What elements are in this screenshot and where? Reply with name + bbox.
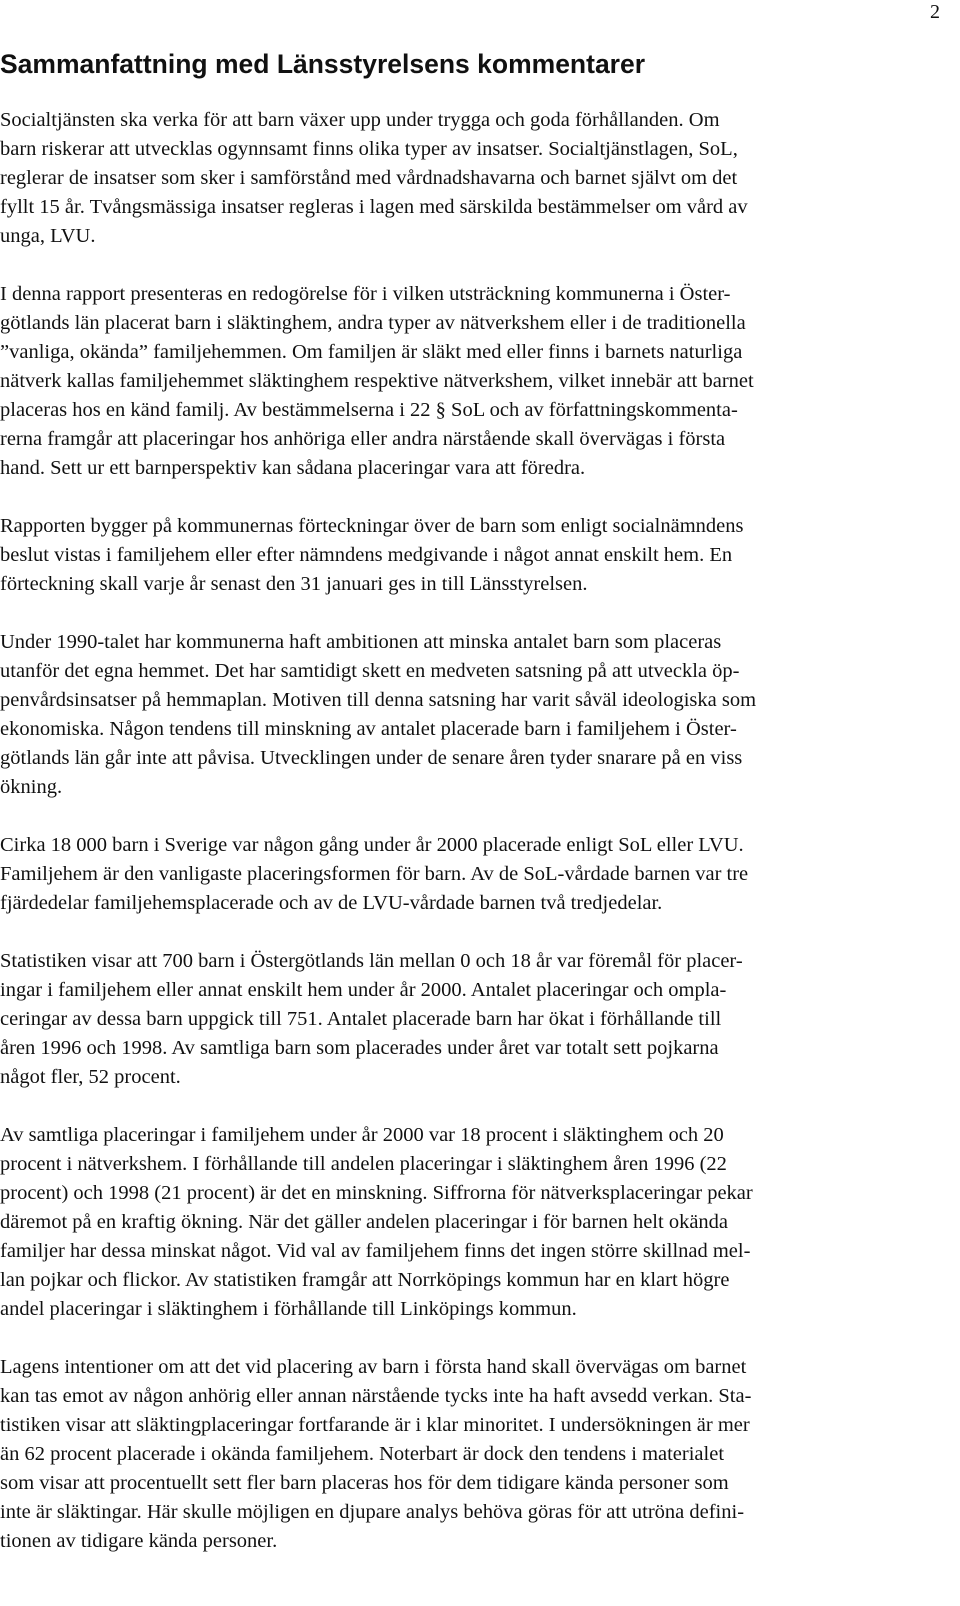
text-line: götlands län går inte att påvisa. Utvecklingen under de senare åren tyder snarare på en viss (0, 747, 743, 769)
paragraph (0, 1353, 938, 1556)
text-line: kan tas emot av någon anhörig eller annan närstående tycks inte ha haft avsedd verkan. Sta- (0, 1385, 752, 1407)
text-line: Av samtliga placeringar i familjehem under år 2000 var 18 procent i släktinghem och 20 (0, 1124, 724, 1146)
text-line: tionen av tidigare kända personer. (0, 1530, 278, 1552)
text-line: Cirka 18 000 barn i Sverige var någon gång under år 2000 placerade enligt SoL eller LVU. (0, 834, 744, 856)
text-line: reglerar de insatser som sker i samförstånd med vårdnadshavarna och barnet självt om det (0, 167, 738, 189)
page-number: 2 (930, 1, 940, 23)
text-line: hand. Sett ur ett barnperspektiv kan sådana placeringar vara att föredra. (0, 457, 586, 479)
text-line: Statistiken visar att 700 barn i Östergötlands län mellan 0 och 18 år var föremål för placer- (0, 950, 743, 972)
text-line: ceringar av dessa barn uppgick till 751. Antalet placerade barn har ökat i förhållande till (0, 1008, 722, 1030)
text-line: Familjehem är den vanligaste placeringsformen för barn. Av de SoL-vårdade barnen var tre (0, 863, 749, 885)
paragraph (0, 628, 938, 802)
text-line: procent) och 1998 (21 procent) är det en minskning. Siffrorna för nätverksplaceringar pekar (0, 1182, 753, 1204)
paragraph-list (0, 106, 938, 1556)
text-line: lan pojkar och flickor. Av statistiken framgår att Norrköpings kommun har en klart högre (0, 1269, 730, 1291)
text-line: götlands län placerat barn i släktinghem, andra typer av nätverkshem eller i de traditionella (0, 312, 746, 334)
text-line: Under 1990-talet har kommunerna haft ambitionen att minska antalet barn som placeras (0, 631, 722, 653)
text-line: Lagens intentioner om att det vid placering av barn i första hand skall övervägas om barnet (0, 1356, 747, 1378)
paragraph (0, 1121, 938, 1324)
text-line: rerna framgår att placeringar hos anhöriga eller andra närstående skall övervägas i första (0, 428, 726, 450)
text-line: unga, LVU. (0, 225, 96, 247)
text-line: ingar i familjehem eller annat enskilt hem under år 2000. Antalet placeringar och ompla- (0, 979, 727, 1001)
text-line: Socialtjänsten ska verka för att barn växer upp under trygga och goda förhållanden. Om (0, 109, 720, 131)
text-line: utanför det egna hemmet. Det har samtidigt skett en medveten satsning på att utveckla öp- (0, 660, 740, 682)
paragraph (0, 106, 938, 251)
text-line: beslut vistas i familjehem eller efter nämndens medgivande i något annat enskilt hem. En (0, 544, 733, 566)
paragraph (0, 512, 938, 599)
paragraph (0, 947, 938, 1092)
text-line: procent i nätverkshem. I förhållande till andelen placeringar i släktinghem åren 1996 (22 (0, 1153, 727, 1175)
text-line: däremot på en kraftig ökning. När det gäller andelen placeringar i för barnen helt okända (0, 1211, 729, 1233)
text-line: tistiken visar att släktingplaceringar fortfarande är i klar minoritet. I undersökningen är mer (0, 1414, 750, 1436)
document-title: Sammanfattning med Länsstyrelsens kommentarer (0, 49, 646, 79)
paragraph (0, 831, 938, 918)
text-line: ekonomiska. Någon tendens till minskning av antalet placerade barn i familjehem i Öster- (0, 718, 737, 740)
text-line: förteckning skall varje år senast den 31 januari ges in till Länsstyrelsen. (0, 573, 588, 595)
text-line: andel placeringar i släktinghem i förhållande till Linköpings kommun. (0, 1298, 577, 1320)
text-line: än 62 procent placerade i okända familjehem. Noterbart är dock den tendens i materialet (0, 1443, 725, 1465)
text-line: ökning. (0, 776, 63, 798)
text-line: nätverk kallas familjehemmet släktinghem respektive nätverkshem, vilket innebär att barnet (0, 370, 754, 392)
text-line: inte är släktingar. Här skulle möjligen en djupare analys behöva göras för att utröna defini- (0, 1501, 745, 1523)
text-line: åren 1996 och 1998. Av samtliga barn som placerades under året var totalt sett pojkarna (0, 1037, 719, 1059)
paragraph (0, 280, 938, 483)
text-line: något fler, 52 procent. (0, 1066, 181, 1088)
text-line: som visar att procentuellt sett fler barn placeras hos för dem tidigare kända personer som (0, 1472, 729, 1494)
text-line: I denna rapport presenteras en redogörelse för i vilken utsträckning kommunerna i Öster- (0, 283, 731, 305)
text-line: familjer har dessa minskat något. Vid val av familjehem finns det ingen större skillnad mel- (0, 1240, 751, 1262)
text-line: Rapporten bygger på kommunernas förteckningar över de barn som enligt socialnämndens (0, 515, 744, 537)
text-line: fyllt 15 år. Tvångsmässiga insatser regleras i lagen med särskilda bestämmelser om vård av (0, 196, 748, 218)
text-line: penvårdsinsatser på hemmaplan. Motiven till denna satsning har varit såväl ideologiska som (0, 689, 757, 711)
text-line: ”vanliga, okända” familjehemmen. Om familjen är släkt med eller finns i barnets naturliga (0, 341, 743, 363)
text-line: placeras hos en känd familj. Av bestämmelserna i 22 § SoL och av författningskommenta- (0, 399, 738, 421)
text-line: fjärdedelar familjehemsplacerade och av de LVU-vårdade barnen två tredjedelar. (0, 892, 663, 914)
text-line: barn riskerar att utvecklas ogynnsamt finns olika typer av insatser. Socialtjänstlagen, SoL, (0, 138, 738, 160)
document-body (0, 46, 938, 1585)
